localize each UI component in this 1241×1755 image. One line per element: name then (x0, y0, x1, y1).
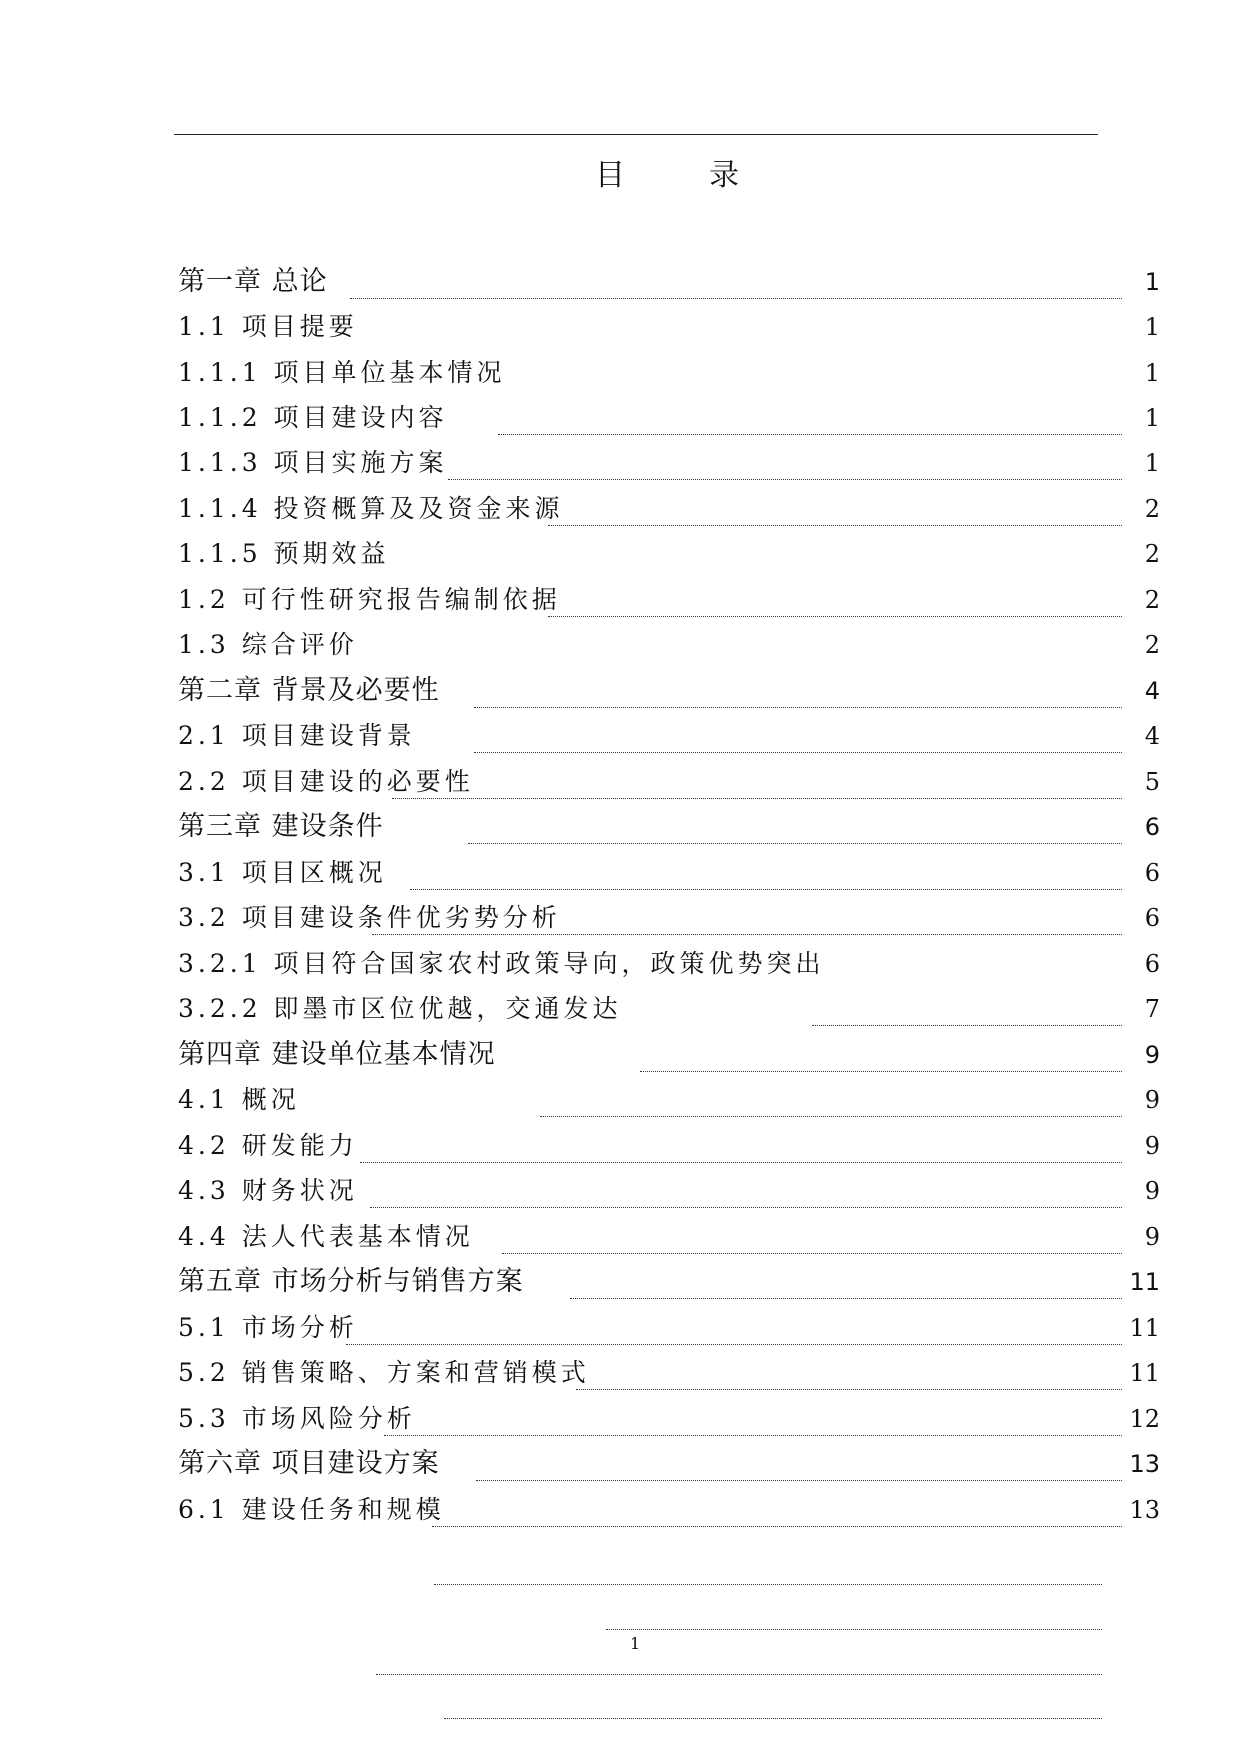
toc-page-number: 11 (1129, 1268, 1160, 1296)
toc-section-entry[interactable] (178, 355, 1160, 395)
toc-chapter-entry[interactable] (178, 1037, 1160, 1077)
toc-page-number: 13 (1129, 1450, 1160, 1478)
toc-page-number: 1 (1144, 313, 1160, 341)
toc-entry-label: 1.3 综合评价 (178, 630, 358, 659)
toc-section-entry[interactable] (178, 536, 1160, 576)
toc-section-entry[interactable] (178, 1401, 1160, 1441)
toc-entry-label: 1.1.3 项目实施方案 (178, 448, 448, 477)
toc-page-number: 2 (1144, 586, 1160, 614)
toc-chapter-entry[interactable] (178, 1264, 1160, 1304)
toc-entry-label: 5.3 市场风险分析 (178, 1404, 416, 1433)
leader-dots (548, 616, 1122, 617)
leader-dots (448, 479, 1122, 480)
leader-dots (372, 934, 1122, 935)
leader-dots (476, 1480, 1122, 1481)
leader-dots (502, 1253, 1122, 1254)
leader-dots (392, 798, 1122, 799)
toc-section-entry[interactable] (178, 400, 1160, 440)
toc-page-number: 2 (1144, 540, 1160, 568)
toc-section-entry[interactable] (178, 582, 1160, 622)
toc-entry-label: 1.1.1 项目单位基本情况 (178, 358, 506, 387)
leader-dots (444, 1718, 1102, 1719)
toc-section-entry[interactable] (178, 445, 1160, 485)
toc-section-entry[interactable] (178, 991, 1160, 1031)
toc-chapter-entry[interactable] (178, 264, 1160, 304)
toc-entry-label: 第五章 市场分析与销售方案 (178, 1266, 524, 1297)
toc-entry-label: 4.2 研发能力 (178, 1131, 358, 1160)
toc-page-number: 4 (1144, 722, 1160, 750)
toc-chapter-entry[interactable] (178, 809, 1160, 849)
toc-page-number: 13 (1129, 1496, 1160, 1524)
leader-dots (570, 1298, 1122, 1299)
toc-entry-label: 第四章 建设单位基本情况 (178, 1039, 496, 1070)
toc-page-number: 6 (1144, 950, 1160, 978)
toc-page-number: 2 (1144, 495, 1160, 523)
leader-dots (540, 1116, 1122, 1117)
toc-page-number: 9 (1144, 1132, 1160, 1160)
toc-page-number: 9 (1144, 1041, 1160, 1069)
toc-section-entry[interactable] (178, 855, 1160, 895)
toc-page-number: 1 (1144, 404, 1160, 432)
toc-section-entry[interactable] (178, 627, 1160, 667)
toc-page-number: 1 (1144, 268, 1160, 296)
toc-entry-label: 5.1 市场分析 (178, 1313, 358, 1342)
toc-page-number: 7 (1144, 995, 1160, 1023)
toc-entry-label: 1.1.5 预期效益 (178, 539, 390, 568)
toc-section-entry[interactable] (178, 1219, 1160, 1259)
toc-entry-label: 4.3 财务状况 (178, 1176, 358, 1205)
toc-entry-label: 1.1.4 投资概算及及资金来源 (178, 494, 564, 523)
toc-entry-label: 第六章 项目建设方案 (178, 1448, 440, 1479)
toc-page-number: 1 (1144, 359, 1160, 387)
leader-dots (410, 889, 1122, 890)
toc-entry-label: 1.1.2 项目建设内容 (178, 403, 448, 432)
leader-dots (370, 1207, 1122, 1208)
toc-section-entry[interactable] (178, 1173, 1160, 1213)
leader-dots (468, 843, 1122, 844)
toc-section-entry[interactable] (178, 1310, 1160, 1350)
toc-section-entry[interactable] (178, 1128, 1160, 1168)
toc-page-number: 5 (1144, 768, 1160, 796)
toc-entry-label: 3.1 项目区概况 (178, 858, 387, 887)
toc-section-entry[interactable] (178, 764, 1160, 804)
toc-entry-label: 4.1 概况 (178, 1085, 300, 1114)
toc-section-entry[interactable] (178, 309, 1160, 349)
toc-page-number: 9 (1144, 1223, 1160, 1251)
leader-dots (346, 1344, 1122, 1345)
toc-section-entry[interactable] (178, 491, 1160, 531)
toc-page-number: 6 (1144, 859, 1160, 887)
toc-section-entry[interactable] (178, 1355, 1160, 1395)
leader-dots (376, 1674, 1102, 1675)
leader-dots (360, 1162, 1122, 1163)
toc-page-number: 11 (1129, 1359, 1160, 1387)
toc-title: 目录 (595, 158, 823, 193)
toc-chapter-entry[interactable] (178, 673, 1160, 713)
toc-entry-label: 5.2 销售策略、方案和营销模式 (178, 1358, 590, 1387)
toc-section-entry[interactable] (178, 1082, 1160, 1122)
leader-dots (576, 1389, 1122, 1390)
toc-entry-label: 第三章 建设条件 (178, 811, 384, 842)
page-number: 1 (630, 1634, 641, 1653)
toc-entry-label: 4.4 法人代表基本情况 (178, 1222, 474, 1251)
leader-dots (548, 525, 1122, 526)
toc-page-number: 9 (1144, 1086, 1160, 1114)
toc-entry-label: 1.1 项目提要 (178, 312, 358, 341)
leader-dots (498, 434, 1122, 435)
toc-page-number: 6 (1144, 813, 1160, 841)
toc-page-number: 4 (1144, 677, 1160, 705)
toc-section-entry[interactable] (178, 900, 1160, 940)
toc-section-entry[interactable] (178, 946, 1160, 986)
toc-chapter-entry[interactable] (178, 1446, 1160, 1486)
leader-dots (812, 1025, 1122, 1026)
toc-entry-label: 3.2.2 即墨市区位优越，交通发达 (178, 994, 622, 1023)
toc-page-number: 1 (1144, 449, 1160, 477)
leader-dots (474, 752, 1122, 753)
toc-section-entry[interactable] (178, 718, 1160, 758)
toc-entry-label: 1.2 可行性研究报告编制依据 (178, 585, 561, 614)
toc-entry-label: 3.2 项目建设条件优劣势分析 (178, 903, 561, 932)
toc-entry-label: 2.2 项目建设的必要性 (178, 767, 474, 796)
toc-page-number: 2 (1144, 631, 1160, 659)
leader-dots (640, 1071, 1122, 1072)
toc-entry-label: 2.1 项目建设背景 (178, 721, 416, 750)
toc-page-number: 12 (1129, 1405, 1160, 1433)
toc-entry-label: 第一章 总论 (178, 266, 328, 297)
toc-section-entry[interactable] (178, 1492, 1160, 1532)
toc-page-number: 6 (1144, 904, 1160, 932)
leader-dots (432, 1526, 1122, 1527)
toc-entry-label: 6.1 建设任务和规模 (178, 1495, 445, 1524)
leader-dots (606, 1629, 1102, 1630)
leader-dots (434, 1584, 1102, 1585)
leader-dots (384, 1435, 1122, 1436)
leader-dots (350, 298, 1122, 299)
toc-entry-label: 3.2.1 项目符合国家农村政策导向，政策优势突出 (178, 949, 825, 978)
toc-page-number: 11 (1129, 1314, 1160, 1342)
toc-entry-label: 第二章 背景及必要性 (178, 675, 440, 706)
toc-page-number: 9 (1144, 1177, 1160, 1205)
leader-dots (474, 707, 1122, 708)
